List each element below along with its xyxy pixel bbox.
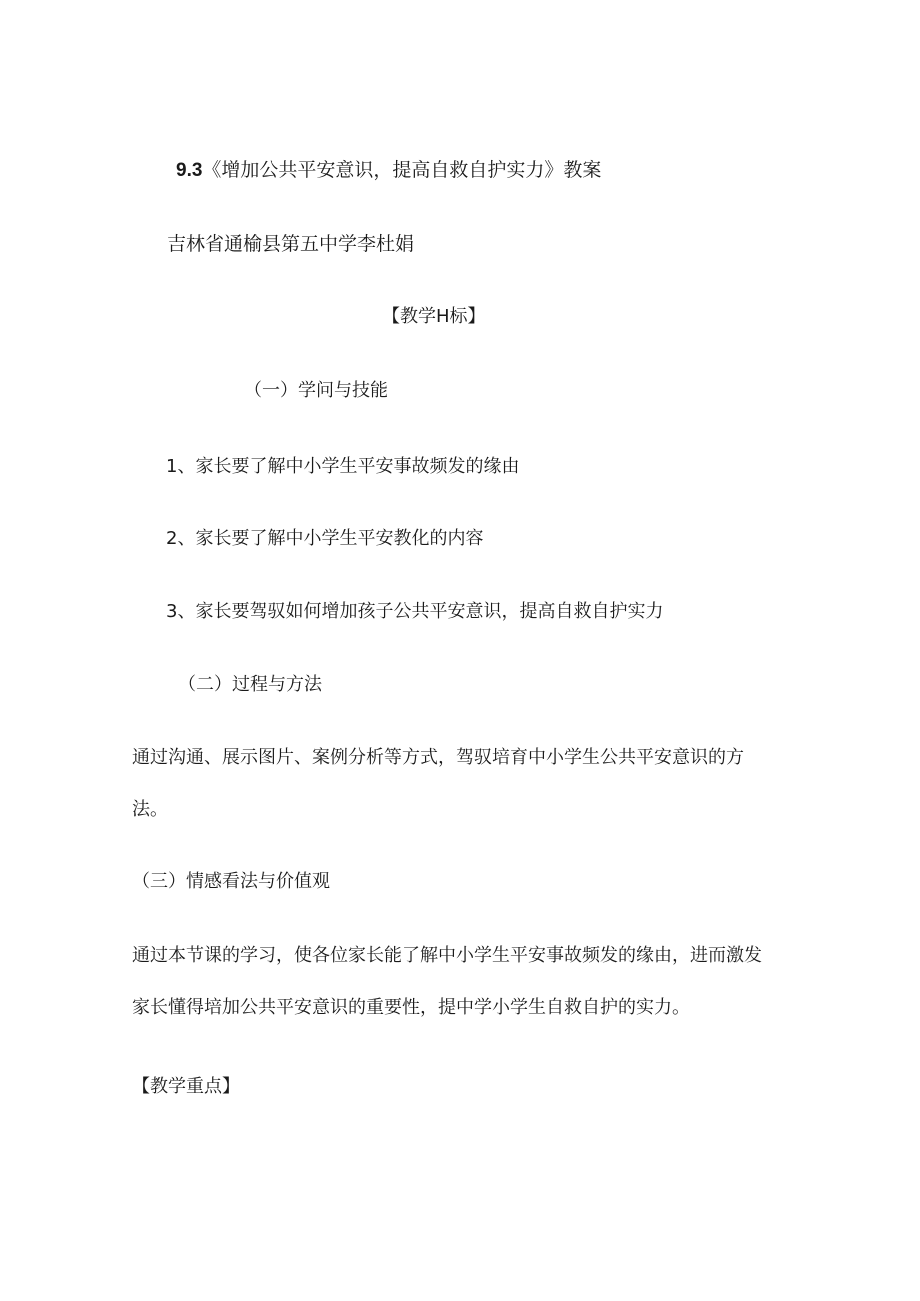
- list-item: 2、家长要了解中小学生平安教化的内容: [166, 528, 484, 549]
- list-item: 1、家长要了解中小学生平安事故频发的缘由: [166, 456, 520, 477]
- title-text: 《增加公共平安意识，提高自救自护实力》教案: [202, 159, 602, 181]
- list-item: 3、家长要驾驭如何增加孩子公共平安意识，提高自救自护实力: [166, 601, 664, 622]
- paragraph-emotion-line: 家长懂得培加公共平安意识的重要性，提中学小学生自救自护的实力。: [132, 997, 690, 1018]
- subheading-emotion-values: （三）情感看法与价值观: [132, 871, 330, 892]
- document-title: [176, 158, 601, 183]
- title-number: 9.3: [176, 160, 203, 181]
- section-heading-key-points: 【教学重点】: [132, 1076, 240, 1097]
- paragraph-process-line: 法。: [132, 799, 168, 820]
- subheading-process-method: （二）过程与方法: [178, 674, 322, 695]
- subheading-knowledge-skills: （一）学问与技能: [244, 380, 388, 401]
- author-line: 吉林省通榆县第五中学李杜娟: [167, 233, 415, 255]
- paragraph-emotion-line: 通过本节课的学习，使各位家长能了解中小学生平安事故频发的缘由，进而激发: [132, 945, 762, 966]
- paragraph-process-line: 通过沟通、展示图片、案例分析等方式，驾驭培育中小学生公共平安意识的方: [132, 747, 744, 768]
- section-heading-goals: 【教学H标】: [382, 306, 486, 327]
